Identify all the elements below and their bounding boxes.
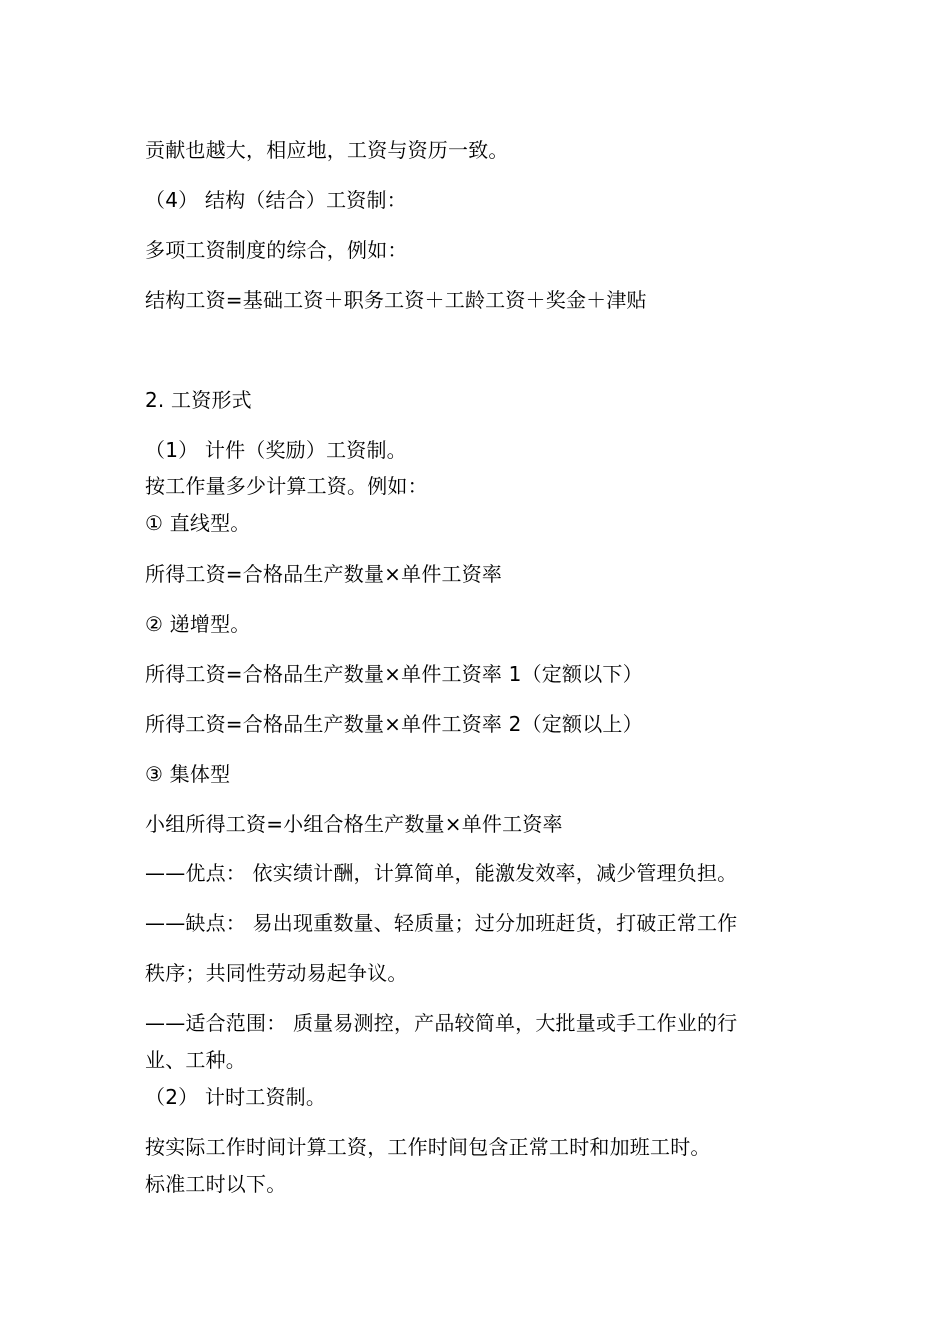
formula-line: 结构工资=基础工资＋职务工资＋工龄工资＋奖金＋津贴	[145, 288, 647, 312]
list-item: ② 递增型。	[145, 612, 251, 636]
text-line: 按工作量多少计算工资。例如：	[145, 474, 428, 498]
text-line: 贡献也越大，相应地，工资与资历一致。	[145, 138, 509, 162]
text-line: 秩序；共同性劳动易起争议。	[145, 961, 408, 985]
formula-line: 小组所得工资=小组合格生产数量×单件工资率	[145, 812, 563, 836]
formula-line: 所得工资=合格品生产数量×单件工资率	[145, 562, 503, 586]
section-heading: （4） 结构（结合）工资制：	[145, 188, 407, 212]
formula-line: 所得工资=合格品生产数量×单件工资率 2（定额以上）	[145, 712, 643, 736]
text-line: ——优点： 依实绩计酬，计算简单，能激发效率，减少管理负担。	[145, 861, 738, 885]
text-line: ——缺点： 易出现重数量、轻质量；过分加班赶货，打破正常工作	[145, 911, 738, 935]
text-line: 多项工资制度的综合，例如：	[145, 238, 408, 262]
formula-line: 所得工资=合格品生产数量×单件工资率 1（定额以下）	[145, 662, 643, 686]
list-item: ③ 集体型	[145, 762, 231, 786]
text-line: 按实际工作时间计算工资，工作时间包含正常工时和加班工时。	[145, 1135, 711, 1159]
text-line: 业、工种。	[145, 1048, 246, 1072]
text-line: ——适合范围： 质量易测控，产品较简单，大批量或手工作业的行	[145, 1011, 738, 1035]
text-line: 标准工时以下。	[145, 1172, 287, 1196]
section-heading: 2. 工资形式	[145, 388, 252, 412]
section-heading: （1） 计件（奖励）工资制。	[145, 438, 407, 462]
list-item: ① 直线型。	[145, 511, 251, 535]
section-heading: （2） 计时工资制。	[145, 1085, 327, 1109]
